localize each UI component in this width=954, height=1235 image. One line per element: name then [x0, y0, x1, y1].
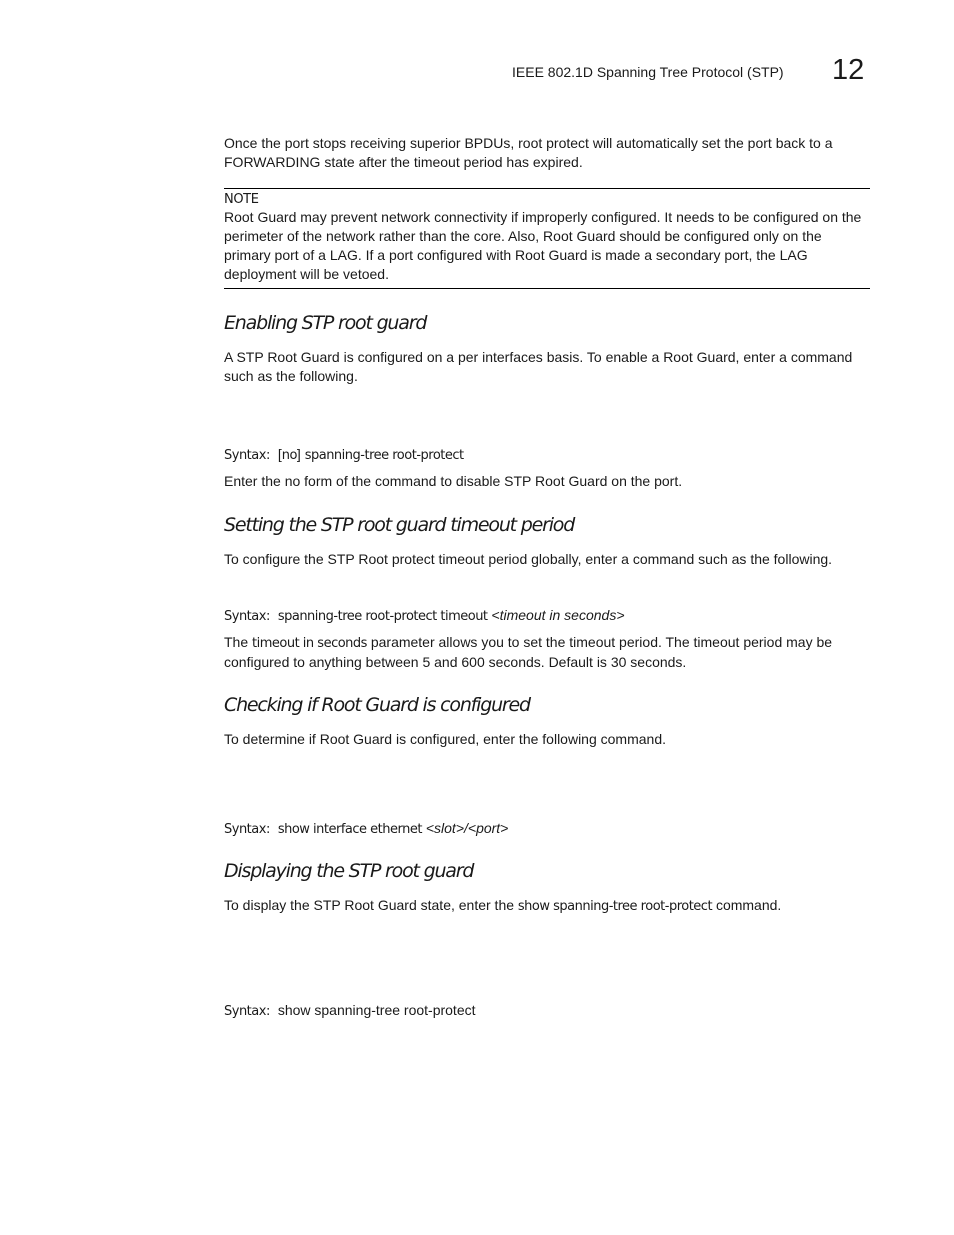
chapter-number: 12 — [832, 54, 865, 86]
section-paragraph: A STP Root Guard is configured on a per interfaces basis. To enable a Root Guard, enter a command such as the following. — [224, 349, 853, 384]
syntax-label: Syntax: — [224, 1004, 270, 1019]
section-heading-checking: Checking if Root Guard is configured — [224, 694, 530, 716]
note-text: Root Guard may prevent network connectivity if improperly configured. It needs to be configured on the perimeter of the network rather than the core. Also, Root Guard should be configured only on the primary port of a LAG. If a port configured with Root Guard is made a secondary port, the LAG deployment will be vetoed. — [224, 209, 862, 282]
section-paragraph — [224, 896, 872, 916]
note-bottom-rule — [224, 288, 870, 289]
syntax-label: Syntax: — [224, 822, 270, 837]
syntax-line — [224, 1001, 476, 1021]
syntax-line — [224, 445, 464, 465]
syntax-no-keyword: no — [281, 448, 297, 463]
para-text-bold: show spanning-tree root-protect — [517, 899, 713, 914]
after-text-pre: The — [224, 634, 249, 650]
syntax-bracket-close: ] — [296, 446, 301, 462]
syntax-line — [224, 606, 625, 626]
section-paragraph: To determine if Root Guard is configured, enter the following command. — [224, 731, 667, 747]
syntax-command: spanning-tree root-protect — [304, 448, 464, 463]
syntax-parameter: <slot>/<port> — [425, 820, 509, 836]
after-text-bold: timeout in seconds — [252, 636, 367, 651]
section-heading-enabling: Enabling STP root guard — [224, 312, 427, 334]
para-text-post: command. — [715, 897, 782, 913]
section-heading-displaying: Displaying the STP root guard — [224, 860, 474, 882]
syntax-label: Syntax: — [224, 448, 270, 463]
section-paragraph: To configure the STP Root protect timeout period globally, enter a command such as the following. — [224, 551, 833, 567]
syntax-parameter: <timeout in seconds> — [491, 607, 625, 623]
syntax-label: Syntax: — [224, 609, 270, 624]
syntax-line — [224, 819, 508, 839]
syntax-command: show interface ethernet — [277, 822, 422, 837]
syntax-bracket-open: [ — [277, 446, 282, 462]
note-label: NOTE — [224, 192, 259, 207]
section-after-text — [224, 633, 872, 672]
after-text-post: parameter allows you to set the timeout period. The timeout period may be configured to anything between 5 and 600 seconds. Default is 30 seconds. — [224, 634, 833, 670]
section-heading-timeout: Setting the STP root guard timeout period — [224, 514, 575, 536]
section-after-text: Enter the no form of the command to disable STP Root Guard on the port. — [224, 473, 683, 489]
syntax-command: spanning-tree root-protect timeout — [277, 609, 488, 624]
para-text-pre: To display the STP Root Guard state, enter the — [224, 897, 515, 913]
note-top-rule — [224, 188, 870, 189]
syntax-command: show spanning-tree root-protect — [277, 1002, 476, 1018]
running-header-title: IEEE 802.1D Spanning Tree Protocol (STP) — [512, 64, 784, 80]
intro-paragraph: Once the port stops receiving superior BPDUs, root protect will automatically set the port back to a FORWARDING state after the timeout period has expired. — [224, 135, 833, 170]
